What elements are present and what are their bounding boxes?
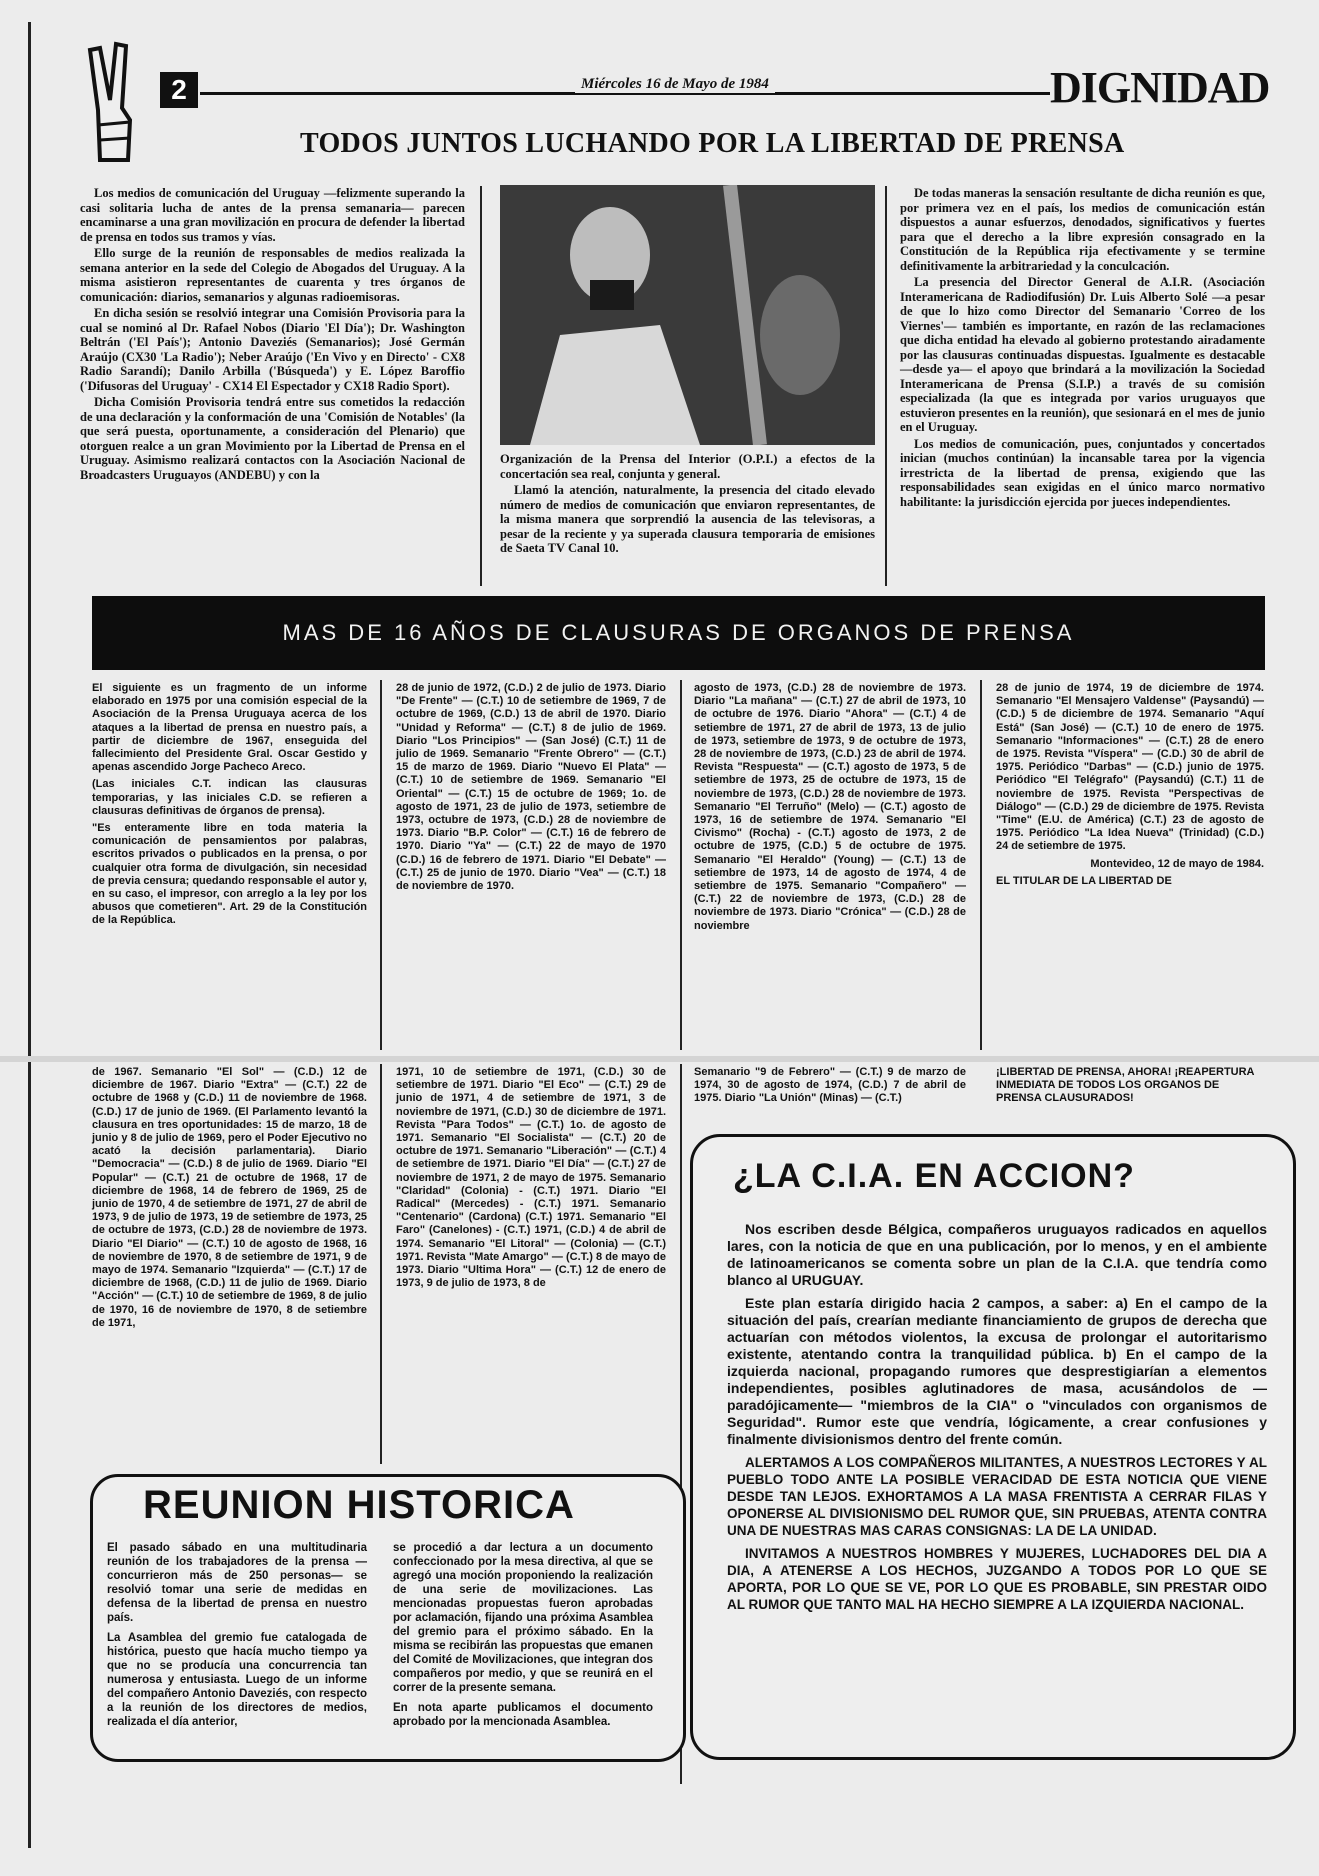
closures-column-6: 1971, 10 de setiembre de 1971, (C.D.) 30 de setiembre de 1971. Diario "El Eco" — (C.T.) 29 de junio de 1971, 4 de setiembre de 1971, 3 de noviembre de 1971, (C.D.) 30 de diciembre de 1971. Revista "Para Todos" — (C.T.) 1o. de agosto de 1971. Semanario "El Socialista" — (C.T.) 20 de octubre de 1971. Semanario "Liberación" — (C.T.) 4 de setiembre de 1971. Diario "El Día" — (C.T.) 27 de noviembre de 1971, 2 de mayo de 1975. Semanario "Claridad" (Colonia) - (C.T.) 1971. Diario "El Radical" (Mercedes) - (C.T.) 1971. Semanario "Centenario" (Cardona) (C.T.) 1971. Semanario "El Faro" (Canelones) - (C.T.) 1971, (C.D.) 4 de abril de 1974. Semanario "El Litoral" — (Colonia) — (C.T.) 1971. Revista "Mate Amargo" — (C.T.) 8 de mayo de 1973. Diario "Ultima Hora" — (C.T.) 12 de enero de 1973, 9 de julio de 1973, 8 de bbox=[396, 1066, 666, 1290]
closures-column-5: de 1967. Semanario "El Sol" — (C.D.) 12 de diciembre de 1967. Diario "Extra" — (C.T.) 22 de octubre de 1968 y (C.D.) 11 de noviembre de 1968. (C.D.) 17 de junio de 1969. (El Parlamento levantó la clausura en tres oportunidades: 15 de marzo, 18 de junio y 8 de julio de 1969, pero el Poder Ejecutivo no acató la decisión parlamentaria). Diario "Democracia" — (C.D.) 8 de julio de 1969. Diario "El Popular" — (C.T.) 21 de octubre de 1968, 17 de diciembre de 1968, 14 de febrero de 1969, 25 de junio de 1970, 4 de setiembre de 1971, 27 de abril de 1973, 9 de julio de 1973, 19 de setiembre de 1973, 25 de octubre de 1973, (C.D.) 28 de noviembre de 1973. Diario "El Diario" — (C.T.) 10 de agosto de 1968, 16 de noviembre de 1970, 8 de setiembre de 1971, 9 de mayo de 1974. Semanario "Izquierda" — (C.T.) 17 de diciembre de 1968, (C.D.) 11 de julio de 1969. Diario "Acción" — (C.T.) 10 de setiembre de 1969, 8 de julio de 1970, 16 de noviembre de 1970, 8 de setiembre de 1971, bbox=[92, 1066, 367, 1329]
paragraph: Dicha Comisión Provisoria tendrá entre sus cometidos la redacción de una declaración y la conformación de una 'Comisión de Notables' (la que será puesta, oportunamente, a consideración del Plenario) que otorguen realce a un gran Movimiento por la Libertad de Prensa en el Uruguay. Asimismo realizará contactos con la Asociación Nacional de Broadcasters Uruguayos (ANDEBU) y con la bbox=[80, 395, 465, 482]
paragraph: El pasado sábado en una multitudinaria reunión de los trabajadores de la prensa —concurrieron más de 250 personas— se resolvió tomar una serie de medidas en defensa de la libertad de prensa en nuestro país. bbox=[107, 1542, 367, 1624]
victory-hand-logo bbox=[70, 30, 160, 170]
article-column-3 bbox=[900, 186, 1265, 511]
column-rule bbox=[380, 680, 382, 1050]
paragraph: "Es enteramente libre en toda materia la comunicación de pensamientos por palabras, escritos privados o publicados en la prensa, o por cualquier otra forma de divulgación, sin necesidad de previa censura; quedando responsable el autor y, en su caso, el impresor, con arreglo a la ley por los abusos que cometieren". Art. 29 de la Constitución de la República. bbox=[92, 822, 367, 927]
article-column-2 bbox=[500, 452, 875, 558]
paragraph: La presencia del Director General de A.I.R. (Asociación Interamericana de Radiodifusión) Dr. Luis Alberto Solé —a pesar de que lo hizo como Director del Semanario 'Correo de los Viernes'— también es importante, en razón de las reclamaciones que dicha entidad ha elevado al gobierno protestando airadamente por las clausuras continuadas dispuestas. Igualmente es destacable —desde ya— el apoyo que brindará a la movilización la Sociedad Interamericana de Prensa (S.I.P.) a través de su comisión especializada (la que es integrada por varios uruguayos que estuvieron presentes en la reunión), que sesionará en el mes de junio en el Uruguay. bbox=[900, 275, 1265, 434]
cia-body bbox=[727, 1221, 1267, 1619]
paragraph: Organización de la Prensa del Interior (O.P.I.) a efectos de la concertación sea real, conjunta y general. bbox=[500, 452, 875, 481]
paragraph: se procedió a dar lectura a un documento confeccionado por la mesa directiva, al que se agregó una moción proponiendo la realización de una serie de movilizaciones. Las mencionadas propuestas fueron aprobadas por aclamación, fijando una próxima Asamblea del gremio para el próximo sábado. En la misma se recibirán las propuestas que emanen del Comité de Movilizaciones, que integran dos compañeros por medio, y que se reunirá en el correr de la presente semana. bbox=[393, 1542, 653, 1694]
paragraph: La Asamblea del gremio fue catalogada de histórica, puesto que hacía mucho tiempo ya que no se producía una concurrencia tan numerosa y entusiasta. Luego de un informe del compañero Antonio Daveziés, con respecto a la reunión de los directores de medios, realizada el día anterior, bbox=[107, 1632, 367, 1728]
paragraph: El siguiente es un fragmento de un informe elaborado en 1975 por una comisión especial de la Asociación de la Prensa Uruguaya acerca de los ataques a la libertad de prensa en nuestro país, a partir de diciembre de 1967, enseguida del fallecimiento del Presidente Gral. Oscar Gestido y apenas ascendido Jorge Pacheco Areco. bbox=[92, 682, 367, 774]
paragraph: 28 de junio de 1974, 19 de diciembre de 1974. Semanario "El Mensajero Valdense" (Paysandú) — (C.D.) 5 de diciembre de 1974. Semanario "Aquí Está" (San José) — (C.T.) 10 de enero de 1975. Semanario "Informaciones" — (C.T.) 28 de enero de 1975. Revista "Víspera" — (C.D.) 30 de abril de 1975. Periódico "Darbas" — (C.D.) junio de 1975. Periódico "El Telégrafo" (Paysandú) (C.T.) 11 de noviembre de 1975. Revista "Perspectivas de Diálogo" — (C.D.) 29 de diciembre de 1975. Revista "Time" (E.U. de América) (C.T.) 23 de agosto de 1975. Periódico "La Idea Nueva" (Trinidad) (C.D.) 24 de setiembre de 1975. bbox=[996, 682, 1264, 853]
closures-column-3: agosto de 1973, (C.D.) 28 de noviembre de 1973. Diario "La mañana" — (C.T.) 27 de abril de 1973, 10 de octubre de 1976. Diario "Ahora" — (C.T.) 4 de setiembre de 1971, 27 de abril de 1973, 13 de julio de 1973, setiembre de 1973, 9 de octubre de 1973, 28 de noviembre de 1973, (C.D.) 23 de abril de 1974. Revista "Respuesta" — (C.T.) agosto de 1973, 5 de setiembre de 1973, 25 de octubre de 1973, 15 de noviembre de 1973, (C.D.) 28 de noviembre de 1973. Semanario "El Terruño" (Melo) — (C.T.) agosto de 1973, 16 de setiembre de 1974. Semanario "El Civismo" (Rocha) - (C.T.) agosto de 1973, 2 de octubre de 1975, (C.D.) 5 de octubre de 1975. Semanario "El Heraldo" (Young) — (C.T.) 13 de setiembre de 1973, 14 de agosto de 1974, 4 de setiembre de 1975. Semanario "Compañero" — (C.T.) 22 de noviembre de 1973, (C.D.) 28 de noviembre de 1973. Diario "Crónica" — (C.D.) 28 de noviembre bbox=[694, 682, 966, 932]
paragraph: INVITAMOS A NUESTROS HOMBRES Y MUJERES, LUCHADORES DEL DIA A DIA, A ATENERSE A LOS HECHOS, JUZGANDO A TODOS POR LO QUE SE APORTA, POR LO QUE SE VE, POR LO QUE ES PROBABLE, SIN PRESTAR OIDO AL RUMOR QUE TANTO MAL HA HECHO SIEMPRE A LA IZQUIERDA NACIONAL. bbox=[727, 1546, 1267, 1612]
reunion-box bbox=[90, 1474, 686, 1762]
issue-date: Miércoles 16 de Mayo de 1984 bbox=[575, 76, 775, 93]
cia-box bbox=[690, 1134, 1296, 1760]
paragraph: En dicha sesión se resolvió integrar una Comisión Provisoria para la cual se nominó al Dr. Rafael Nobos (Diario 'El Día'); Dr. Washington Beltrán ('El País'); Antonio Daveziés (Semanarios); José Germán Araújo (CX30 'La Radio'); Neber Araújo ('En Vivo y en Directo' - CX8 Radio Sarandí); Danilo Arbilla ('Búsqueda') y E. López Baroffio ('Difusoras del Uruguay' - CX14 El Espectador y CX18 Radio Sport). bbox=[80, 306, 465, 393]
closures-column-4 bbox=[996, 682, 1264, 892]
article-photo bbox=[500, 185, 875, 445]
dateline: Montevideo, 12 de mayo de 1984. bbox=[1090, 857, 1264, 870]
paragraph: Este plan estaría dirigido hacia 2 campos, a saber: a) En el campo de la situación del país, crearían mediante financiamiento de grupos de derecha que actuarían con métodos violentos, la excusa de prolongar el autoritarismo existente, atentando contra la tranquilidad pública. b) En el campo de la izquierda nacional, propagando rumores que desprestigiarían a elementos independientes, posibles aglutinadores de masa, acusándolos de —paradójicamente— "miembros de la CIA" o "vinculados con organismos de Seguridad". Rumor este que vendría, lógicamente, a crear confusiones y finalmente divisionismos dentro del frente común. bbox=[727, 1295, 1267, 1447]
paragraph: De todas maneras la sensación resultante de dicha reunión es que, por primera vez en el país, los medios de comunicación están dispuestos a aunar esfuerzos, denodados, significativos y fuertes para que el derecho a la libre expresión consagrado en la Constitución de la República rija efectivamente y se termine definitivamente la arbitrariedad y la conculcación. bbox=[900, 186, 1265, 273]
column-rule bbox=[680, 680, 682, 1050]
masthead: DIGNIDAD bbox=[1050, 63, 1270, 112]
page-number: 2 bbox=[160, 72, 198, 108]
column-rule bbox=[980, 680, 982, 1050]
closures-column-7: Semanario "9 de Febrero" — (C.T.) 9 de marzo de 1974, 30 de agosto de 1974, (C.D.) 7 de abril de 1975. Diario "La Unión" (Minas) — (C.T.) bbox=[694, 1066, 966, 1105]
cia-title: ¿LA C.I.A. EN ACCION? bbox=[733, 1157, 1135, 1195]
paper-fold bbox=[0, 1056, 1319, 1062]
paragraph: Nos escriben desde Bélgica, compañeros uruguayos radicados en aquellos lares, con la noticia de que en una publicación, por lo menos, y en el ambiente de latinoamericanos se comenta sobre un plan de la C.I.A. que tendría como blanco al URUGUAY. bbox=[727, 1221, 1267, 1288]
closing-slogan: ¡LIBERTAD DE PRENSA, AHORA! ¡REAPERTURA INMEDIATA DE TODOS LOS ORGANOS DE PRENSA CLAUSURADOS! bbox=[996, 1066, 1255, 1105]
paragraph: Llamó la atención, naturalmente, la presencia del citado elevado número de medios de comunicación que enviaron representantes, de la misma manera que sorprendió la ausencia de las televisoras, a pesar de la reciente y ya superada clausura temporaria de emisiones de Saeta TV Canal 10. bbox=[500, 483, 875, 555]
column-rule bbox=[380, 1064, 382, 1464]
paragraph: Los medios de comunicación del Uruguay —felizmente superando la casi solitaria lucha de antes de la prensa semanaria— parecen encaminarse a una gran movilización en procura de defender la libertad de prensa en todos sus tramos y vías. bbox=[80, 186, 465, 244]
closures-column-2: 28 de junio de 1972, (C.D.) 2 de julio de 1973. Diario "De Frente" — (C.T.) 10 de setiembre de 1969, 7 de octubre de 1969, (C.D.) 13 de abril de 1970. Diario "Unidad y Reforma" — (C.T.) 8 de julio de 1969. Diario "Los Principios" — (San José) (C.T.) 11 de julio de 1969. Semanario "Frente Obrero" — (C.T.) 15 de marzo de 1969. Diario "Nuevo El Plata" — (C.T.) 10 de setiembre de 1969. Semanario "El Oriental" — (C.T.) 15 de octubre de 1969; 1o. de agosto de 1971, 23 de julio de 1973, setiembre de 1973, octubre de 1973, (C.D.) 28 de noviembre de 1973. Diario "B.P. Color" — (C.T.) 16 de febrero de 1970. Diario "Ya" — (C.T.) 22 de mayo de 1970 (C.D.) 16 de febrero de 1971. Diario "El Debate" — (C.T.) 25 de junio de 1970. Diario "Vea" — (C.T.) 18 de noviembre de 1970. bbox=[396, 682, 666, 893]
paragraph: Ello surge de la reunión de responsables de medios realizada la semana anterior en la sede del Colegio de Abogados del Uruguay. A la misma asistieron representantes de cuarenta y tres órganos de comunicación: diarios, semanarios y algunas radioemisoras. bbox=[80, 246, 465, 304]
reunion-title: REUNION HISTORICA bbox=[143, 1483, 575, 1527]
paragraph: EL TITULAR DE LA LIBERTAD DE bbox=[996, 874, 1172, 887]
paragraph: En nota aparte publicamos el documento aprobado por la mencionada Asamblea. bbox=[393, 1702, 653, 1728]
paragraph: ALERTAMOS A LOS COMPAÑEROS MILITANTES, A NUESTROS LECTORES Y AL PUEBLO TODO ANTE LA POSIBLE VERACIDAD DE ESTA NOTICIA QUE VIENE DESDE TAN LEJOS. EXHORTAMOS A LA MASA FRENTISTA A CERRAR FILAS Y OPONERSE AL DIVISIONISMO DEL RUMOR QUE, SIN PRUEBAS, ATENTA CONTRA UNA DE NUESTRAS MAS CARAS CONSIGNAS: LA DE LA UNIDAD. bbox=[727, 1455, 1267, 1538]
column-rule bbox=[480, 186, 482, 586]
section-banner: MAS DE 16 AÑOS DE CLAUSURAS DE ORGANOS DE PRENSA bbox=[92, 596, 1265, 670]
article-column-1 bbox=[80, 186, 465, 484]
closures-column-1 bbox=[92, 682, 367, 932]
paragraph: Los medios de comunicación, pues, conjuntados y concertados inician (muchos continúan) la incansable tarea por la vigencia irrestricta de la libertad de prensa, exigiendo que las responsabilidades sean exigidas en el único marco normativo habilitante: la jurisdicción ejercida por jueces independientes. bbox=[900, 436, 1265, 509]
reunion-column-2 bbox=[393, 1541, 653, 1735]
reunion-column-1 bbox=[107, 1541, 367, 1735]
main-headline: TODOS JUNTOS LUCHANDO POR LA LIBERTAD DE PRENSA bbox=[300, 128, 1125, 159]
paragraph: (Las iniciales C.T. indican las clausuras temporarias, y las iniciales C.D. se refieren a clausuras definitivas de órganos de prensa). bbox=[92, 778, 367, 817]
column-rule bbox=[885, 186, 887, 586]
